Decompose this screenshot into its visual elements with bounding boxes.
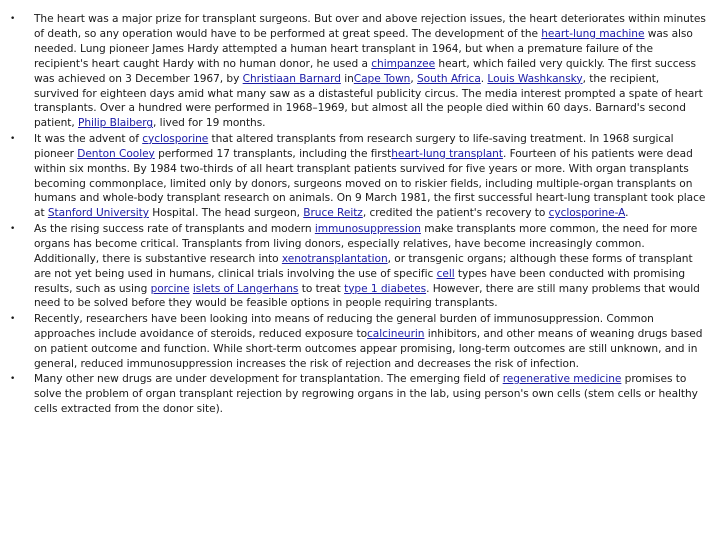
inline-link[interactable]: immunosuppression	[314, 222, 421, 235]
inline-link[interactable]: porcine	[150, 282, 190, 295]
text-run: inhibitors, and other means of weaning drugs based on patient outcome and function. While short-term outcomes appear promising, long-term outcomes are still unknown, and in general, reduced immunosuppression increases the risk of rejection and decreases the risk of infection.	[34, 327, 703, 370]
inline-link[interactable]: heart-lung transplant	[391, 147, 503, 160]
text-run: As the rising success rate of transplants and modern	[34, 222, 315, 235]
text-run: types have been conducted with promising results, such as using	[34, 267, 686, 295]
text-run: was also needed. Lung pioneer James Hardy attempted a human heart transplant in 1964, but when a premature failure of the recipient's heart caught Hardy with no human donor, he used a	[34, 27, 693, 70]
text-run: heart, which failed very quickly. The first success was achieved on 3 December 1967, by	[34, 57, 696, 85]
bullet-paragraph	[0, 222, 720, 311]
text-run: that altered transplants from research surgery to life-saving treatment. In 1968 surgical pioneer	[34, 132, 674, 160]
text-run: , lived for 19 months.	[153, 117, 266, 130]
text-run: make transplants more common, the need for more organs has become critical. Transplants from living donors, especially relatives, have become increasingly common. Additionally, there is substantive research into	[34, 222, 698, 265]
text-run: Many other new drugs are under development for transplantation. The emerging field of	[34, 373, 503, 386]
bullet-dot-icon: •	[10, 313, 16, 324]
bullet-paragraph	[0, 132, 720, 221]
inline-link[interactable]: chimpanzee	[371, 57, 436, 70]
text-run: performed 17 transplants, including the first	[154, 147, 392, 160]
bullet-dot-icon: •	[10, 133, 16, 144]
bullet-dot-icon: •	[10, 14, 16, 24]
text-run: It was the advent of	[34, 132, 143, 145]
bullet-list	[0, 12, 720, 417]
text-run: .	[480, 72, 488, 85]
text-run: , or transgenic organs; although these forms of transplant are not yet being used in humans, clinical trials involving the use of specific	[34, 252, 693, 280]
text-run: ,	[410, 72, 417, 85]
bullet-paragraph	[0, 12, 720, 131]
inline-link[interactable]: Denton Cooley	[77, 147, 155, 160]
text-run: to treat	[298, 282, 345, 295]
inline-link[interactable]: cell	[436, 267, 455, 280]
text-run: in	[340, 72, 354, 85]
inline-link[interactable]: xenotransplantation	[281, 252, 388, 265]
inline-link[interactable]: Christiaan Barnard	[242, 72, 341, 85]
inline-link[interactable]: cyclosporine	[142, 132, 209, 145]
text-run: , the recipient, survived for eighteen days amid what many saw as a distasteful publicity circus. The media interest prompted a spate of heart transplants. Over a hundred were performed in 1968–1969, but almost all the people died within 60 days. Barnard's second patient,	[34, 72, 703, 130]
inline-link[interactable]: regenerative medicine	[502, 373, 622, 386]
text-run: .	[625, 207, 629, 220]
document-body	[0, 12, 720, 417]
inline-link[interactable]: calcineurin	[367, 327, 425, 340]
bullet-dot-icon: •	[10, 223, 16, 234]
bullet-paragraph	[0, 312, 720, 372]
inline-link[interactable]: type 1 diabetes	[344, 282, 427, 295]
inline-link[interactable]: Philip Blaiberg	[77, 117, 154, 130]
inline-link[interactable]: Stanford University	[47, 207, 149, 220]
text-run: promises to solve the problem of organ transplant rejection by regrowing organs in the lab, using person's own cells (stem cells or healthy cells extracted from the donor site).	[34, 373, 698, 415]
text-run: . Fourteen of his patients were dead within six months. By 1984 two-thirds of all heart transplant patients survived for five years or more. With organ transplants becoming commonplace, limited only by donors, surgeons moved on to riskier fields, including multiple-organ transplants on humans and whole-body transplant research on animals. On 9 March 1981, the first successful heart-lung transplant took place at	[34, 147, 706, 220]
inline-link[interactable]: Cape Town	[353, 72, 411, 85]
inline-link[interactable]: islets of Langerhans	[192, 282, 299, 295]
inline-link[interactable]: Louis Washkansky	[487, 72, 583, 85]
inline-link[interactable]: Bruce Reitz	[303, 207, 363, 220]
text-run: Recently, researchers have been looking into means of reducing the general burden of immunosuppression. Common approaches include avoidance of steroids, reduced exposure to	[34, 312, 654, 340]
inline-link[interactable]: South Africa	[417, 72, 481, 85]
inline-link[interactable]: cyclosporine-A	[548, 207, 626, 220]
text-run: Hospital. The head surgeon,	[148, 207, 304, 220]
text-run: . However, there are still many problems that would need to be solved before they would be feasible options in people requiring transplants.	[34, 282, 700, 310]
text-run: , credited the patient's recovery to	[362, 207, 549, 220]
bullet-dot-icon: •	[10, 374, 16, 385]
bullet-paragraph	[0, 372, 720, 417]
text-run: The heart was a major prize for transplant surgeons. But over and above rejection issues, the heart deteriorates within minutes of death, so any operation would have to be performed at great speed. The development of the	[34, 13, 706, 40]
inline-link[interactable]: heart-lung machine	[541, 27, 645, 40]
